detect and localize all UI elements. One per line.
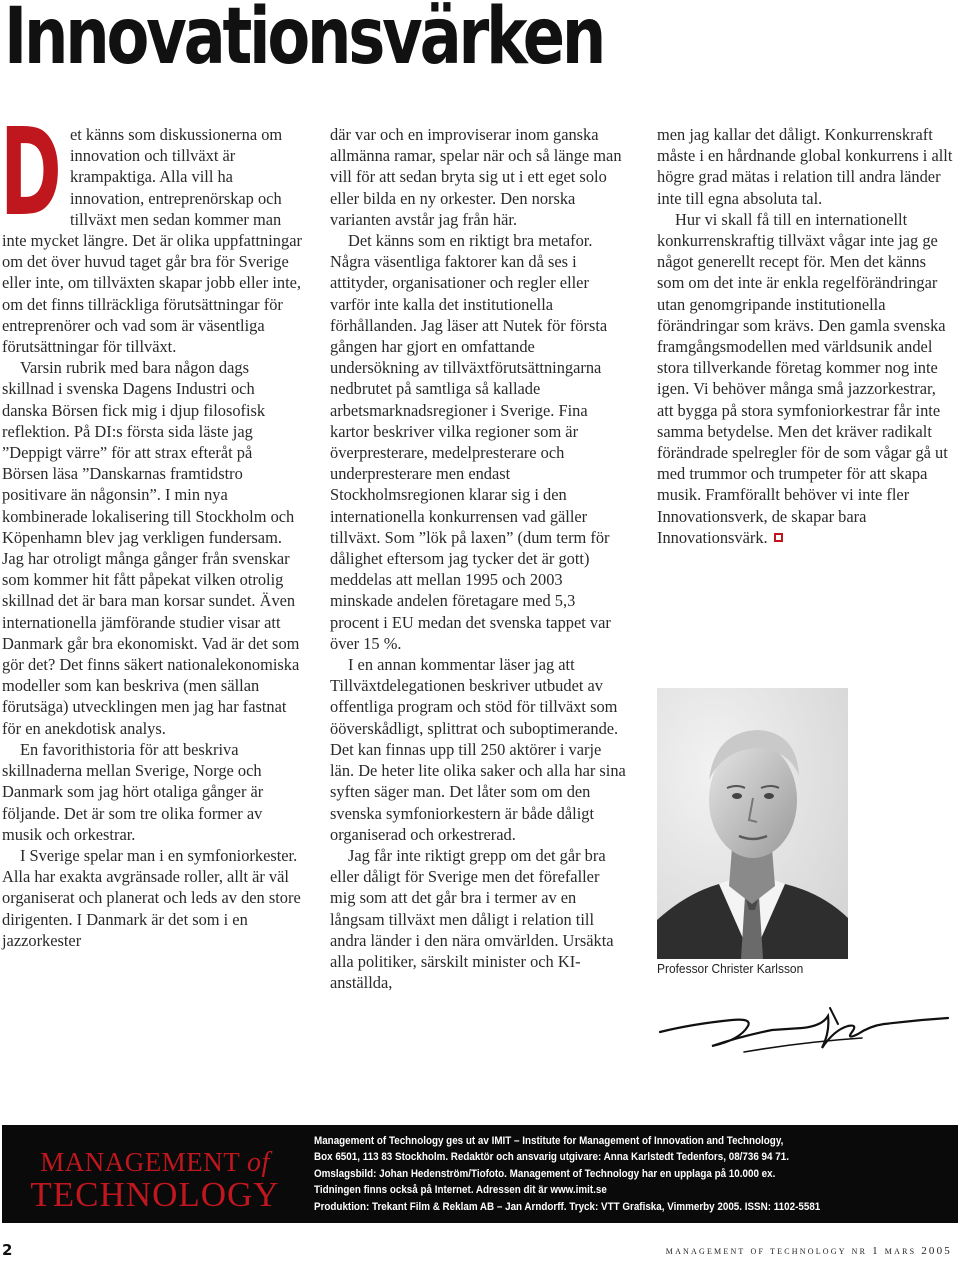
logo-of: of: [246, 1147, 270, 1178]
photo-caption: Professor Christer Karlsson: [657, 961, 804, 976]
drop-cap: D: [0, 104, 62, 243]
paragraph: [657, 209, 954, 548]
publication-logo: [20, 1147, 290, 1215]
article-column-1: [0, 104, 302, 951]
paragraph: I en annan kommentar läser jag att Tillväxtdelegationen beskriver utbudet av offentliga program och stöd för tillväxt som ööverskådligt, splittrat och suboptimerande. Det kan finnas upp till 250 aktörer i varje län. De heter lite olika saker och alla har sina syften säger man. Det låter som om den svenska symfoniorkestern är både dåligt organiserad och orkestrerad.: [330, 655, 626, 844]
article-column-3: [657, 124, 954, 548]
paragraph: Jag får inte riktigt grepp om det går bra eller dåligt för Sverige men det förefaller mig som att det går bra i termer av en långsam tillväxt men dåligt i relation till andra länder i den nära omvärlden. Ursäkta alla politiker, särskilt minister och KI-anställda,: [330, 845, 614, 993]
masthead-line: Management of Technology ges ut av IMIT – Institute for Management of Innovation and Technology,: [314, 1135, 784, 1147]
author-photo: [657, 688, 848, 959]
end-mark-icon: [774, 533, 783, 542]
masthead-line: Tidningen finns också på Internet. Adressen dit är www.imit.se: [314, 1184, 607, 1197]
paragraph: En favorithistoria för att beskriva skillnaderna mellan Sverige, Norge och Danmark som jag hört otaliga gånger är följande. Det är som tre olika former av musik och orkestrar.: [2, 739, 264, 844]
signature-image: [652, 1002, 952, 1062]
masthead-footer: [2, 1125, 958, 1223]
paragraph: men jag kallar det dåligt. Konkurrenskraft måste i en hårdnande global konkurrens i allt högre grad mätas i relation till andra länder inte till egna absoluta tal.: [657, 125, 953, 208]
article-title: Innovationsvärken: [4, 0, 604, 82]
masthead-info: [314, 1133, 954, 1215]
running-footer: management of technology nr 1 mars 2005: [665, 1245, 952, 1257]
masthead-line: Box 6501, 113 83 Stockholm. Redaktör och ansvarig utgivare: Anna Karlstedt Tedenfors, 08/736 94 71.: [314, 1151, 789, 1164]
paragraph-text: Hur vi skall få till en internationellt konkurrenskraftig tillväxt vågar inte jag ge något generellt recept för. Men det känns som om det inte är enkla regelförändringar utan genomgripande institutionella förändringar som krävs. Den gamla svenska framgångsmodellen med världsunik andel stora tillverkande företag kommer nog inte igen. Vi behöver många små jazzorkestrar, att bygga på stora symfoniorkestrar får inte samma betydelse. Men det kräver radikalt förändrade spelregler för de som vågar gå ut med trummor och trumpeter för att skapa musik. Framförallt behöver vi inte fler Innovationsverk, de skapar bara Innovationsvärk.: [657, 209, 948, 547]
paragraph: där var och en improviserar inom ganska allmänna ramar, spelar när och så länge man vill för att sedan bryta sig ut i ett eget solo eller bilda en ny orkester. Den norska varianten avstår jag från här.: [330, 125, 622, 229]
page-number: 2: [2, 1241, 13, 1259]
logo-management: MANAGEMENT: [40, 1147, 240, 1177]
logo-technology: TECHNOLOGY: [30, 1175, 280, 1214]
paragraph: Det känns som en riktigt bra metafor. Några väsentliga faktorer kan då ses i attityder, organisationer och regler eller varför inte kalla det institutionella förhållanden. Jag läser att Nutek för första gången har gjort en omfattande undersökning av tillväxtförutsättningarna nedbrutet på samtliga så kallade arbetsmarknadsregioner i Sverige. Fina kartor beskriver vilka regioner som är överpresterare, medelpresterare och underpresterare men endast Stockholmsregionen klarar sig i den internationella konkurrensen vad gäller tillväxt. Som ”lök på laxen” (dum term för dålighet eftersom jag tycker det är gott) meddelas att mellan 1995 och 2003 minskade andelen företagare med 5,3 procent i EU medan det svenska tappet var över 15 %.: [330, 231, 611, 653]
masthead-line: Omslagsbild: Johan Hedenström/Tiofoto. Management of Technology har en upplaga på 10.000 ex.: [314, 1167, 776, 1180]
article-column-2: [330, 124, 628, 993]
paragraph: I Sverige spelar man i en symfoniorkester. Alla har exakta avgränsade roller, allt är väl organiserat och planerat och leds av den store dirigenten. I Danmark är det som i en jazzorkester: [2, 845, 301, 950]
paragraph: et känns som diskussionerna om innovation och tillväxt är krampaktiga. Alla vill ha innovation, entreprenörskap och tillväxt men sedan kommer man inte mycket längre. Det är olika uppfattningar om det över huvud taget går bra för Sverige eller inte, om tillväxten skapar jobb eller inte, om det finns tillräckliga förutsättningar för entreprenörer och vad som är väsentliga förutsättningar för tillväxt.: [2, 125, 302, 357]
masthead-line: Produktion: Trekant Film & Reklam AB – Jan Arndorff. Tryck: VTT Grafiska, Vimmerby 2005. ISSN: 1102-5581: [314, 1200, 821, 1213]
paragraph: Varsin rubrik med bara någon dags skillnad i svenska Dagens Industri och danska Börsen fick mig i djup filosofisk reflektion. På DI:s första sida läste jag ”Deppigt värre” för att strax efteråt på Börsen läsa ”Danskarnas framtidstro positivare än någonsin”. I min nya kombinerade lokalisering till Stockholm och Köpenhamn blev jag verkligen fundersam. Jag har otroligt många gånger från svenskar som kommer hit fått påpekat vilken otrolig skillnad det är bara man korsar sundet. Även internationella jämförande studier visar att Danmark går bra ekonomiskt. Vad är det som gör det? Det finns säkert nationalekonomiska modeller som kan beskriva (men sällan förutsäga) utvecklingen men jag har fastnat för en anekdotisk analys.: [2, 358, 300, 738]
